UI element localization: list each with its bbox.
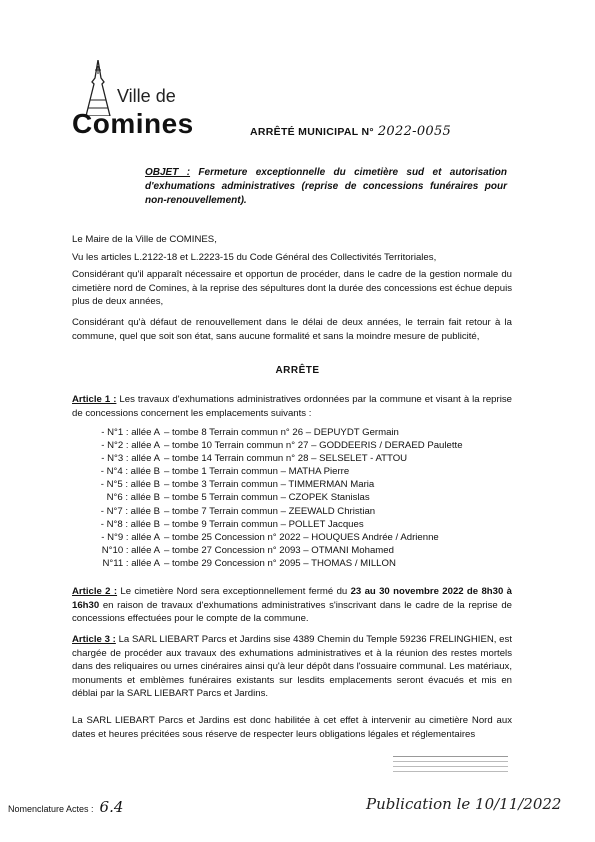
tomb-text: – tombe 8 Terrain commun n° 26 – DEPUYDT Germain <box>164 427 399 438</box>
tomb-text: – tombe 5 Terrain commun – CZOPEK Stanislas <box>164 492 370 504</box>
arrete-number: 2022-0055 <box>377 124 452 139</box>
article-3 <box>72 633 512 701</box>
stamp-line <box>393 761 508 762</box>
article-2-label: Article 2 : <box>72 586 118 597</box>
objet-text: Fermeture exceptionnelle du cimetière sud et autorisation d'exhumations administratives <box>145 167 508 192</box>
publication-date: Publication le 10/11/2022 <box>366 795 562 813</box>
tomb-text: – tombe 1 Terrain commun – MATHA Pierre <box>164 466 350 478</box>
logo-ville-de: Ville de <box>117 86 176 106</box>
nomenclature-label: Nomenclature Actes : <box>8 804 94 814</box>
list-item <box>80 531 520 544</box>
tomb-text: – tombe 27 Concession n° 2093 – OTMANI Mohamed <box>164 544 394 556</box>
tomb-text: – tombe 10 Terrain commun n° 27 – GODDEERIS / DERAED Paulette <box>164 440 463 452</box>
tomb-label: - N°7 : allée B <box>100 505 160 517</box>
objet-label: OBJET : <box>145 167 191 178</box>
maire-line: Le Maire de la Ville de COMINES, <box>72 234 217 245</box>
list-item <box>80 491 520 504</box>
tomb-text: – tombe 25 Concession n° 2022 – HOUQUES Andrée / Adrienne <box>164 531 439 543</box>
article-3-text: La SARL LIEBART Parcs et Jardins sise 4389 Chemin du Temple 59236 FRELINGHIEN, est chargée de procéder aux travaux des exhumations administratives et à la réunion des restes mortels dans des reliquaires ou urnes cinéraires ainsi qu'à leur dépôt dans l'ossuaire communal. Les matériaux, monuments et emblèmes funéraires existants sur lesdits emplacements seront évacués et mis en déblai par la SARL LIEBART Parcs et Jardins. <box>72 634 512 699</box>
arrete-heading <box>250 124 451 139</box>
tomb-list <box>80 426 520 570</box>
list-item <box>80 518 520 531</box>
stamp-line <box>393 766 508 767</box>
considerant-1: Considérant qu'il apparaît nécessaire et opportun de procéder, dans le cadre de la gestion normale du cimetière nord de Comines, à la reprise des sépultures dont la durée des concessions est échue depuis plus de deux années, <box>72 269 512 307</box>
nomenclature-value: 6.4 <box>99 798 124 816</box>
tomb-label: N°10 : allée A <box>101 544 160 556</box>
list-item <box>80 439 520 452</box>
tomb-label: - N°4 : allée B <box>100 466 160 478</box>
vu-articles: Vu les articles L.2122-18 et L.2223-15 du Code Général des Collectivités Territoriales, <box>72 252 437 263</box>
objet-block <box>145 166 507 208</box>
tomb-label: - N°3 : allée A <box>101 453 160 465</box>
article-2-text-a: Le cimetière Nord sera exceptionnellement fermé du <box>120 586 348 597</box>
article-2-dates: 23 au 30 novembre 2022 de 8h30 à 16h30 <box>72 586 512 611</box>
tomb-text: – tombe 3 Terrain commun – TIMMERMAN Maria <box>164 479 375 491</box>
tomb-text: – tombe 14 Terrain commun n° 28 – SELSELET - ATTOU <box>164 453 408 465</box>
considerant-2: Considérant qu'à défaut de renouvellement dans le délai de deux années, le terrain fait retour à la commune, quel que soit son état, sans aucune formalité et sans la moindre mesure de publicité, <box>72 317 512 342</box>
list-item <box>80 426 520 439</box>
article-3-continued: La SARL LIEBART Parcs et Jardins est donc habilitée à cet effet à intervenir au cimetière Nord aux dates et heures précitées sous réserve de respecter leurs obligations légales et réglementaires <box>72 715 512 740</box>
reception-stamp <box>393 756 508 779</box>
arrete-label: ARRÊTÉ MUNICIPAL N° <box>250 126 374 138</box>
list-item <box>80 478 520 491</box>
article-2 <box>72 585 512 626</box>
article-1-text: Les travaux d'exhumations administratives ordonnées par la commune et visant à la reprise de concessions concernent les emplacements suivants : <box>72 394 512 419</box>
tomb-text: – tombe 9 Terrain commun – POLLET Jacques <box>164 518 364 530</box>
tomb-text: – tombe 29 Concession n° 2095 – THOMAS / MILLON <box>164 557 396 569</box>
tomb-label: - N°8 : allée B <box>100 518 160 530</box>
logo-comines: Comines <box>72 108 194 139</box>
nomenclature <box>8 798 123 816</box>
list-item <box>80 505 520 518</box>
arrete-title: ARRÊTE <box>275 365 320 376</box>
objet-text-paren: (reprise de concessions funéraires pour non-renouvellement). <box>145 181 508 206</box>
article-1 <box>72 393 512 420</box>
article-2-text-b: en raison de travaux d'exhumations administratives s'inscrivant dans le cadre de la reprise de concessions effectuées pour le compte de la commune. <box>72 599 513 624</box>
list-item <box>80 557 520 570</box>
article-3-label: Article 3 : <box>72 634 116 645</box>
tomb-label: - N°2 : allée A <box>101 440 160 452</box>
tomb-text: – tombe 7 Terrain commun – ZEEWALD Christian <box>164 505 376 517</box>
tomb-label: - N°9 : allée A <box>101 531 160 543</box>
stamp-line <box>393 771 508 772</box>
tomb-label: N°6 : allée B <box>106 492 160 504</box>
article-1-label: Article 1 : <box>72 394 117 405</box>
list-item <box>80 465 520 478</box>
tomb-label: - N°5 : allée B <box>100 479 160 491</box>
tomb-label: N°11 : allée A <box>102 557 160 569</box>
tomb-label: - N°1 : allée A <box>101 427 160 438</box>
list-item <box>80 544 520 557</box>
list-item <box>80 452 520 465</box>
